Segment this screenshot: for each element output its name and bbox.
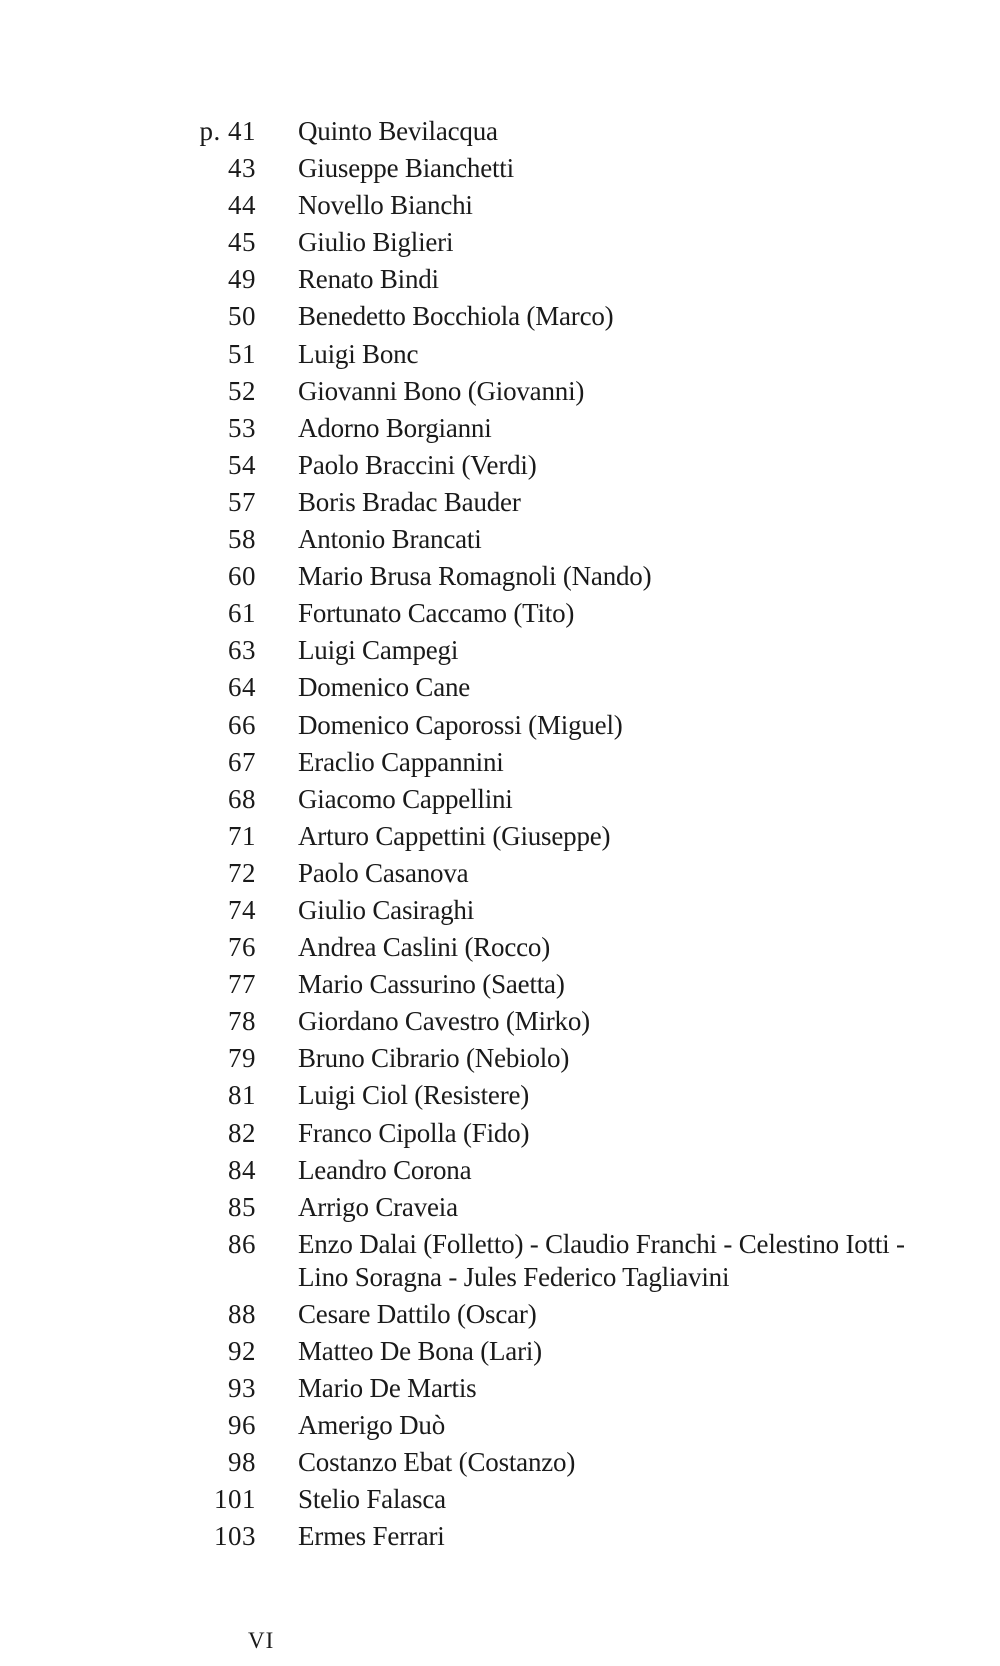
entry-name: Boris Bradac Bauder bbox=[298, 486, 521, 517]
index-entry bbox=[180, 150, 940, 187]
index-entry bbox=[180, 224, 940, 261]
index-entry bbox=[180, 1115, 940, 1152]
entry-page-number: 58 bbox=[228, 524, 256, 555]
entry-page-number: 96 bbox=[228, 1410, 256, 1441]
entry-name: Cesare Dattilo (Oscar) bbox=[298, 1298, 537, 1329]
index-entry bbox=[180, 1189, 940, 1226]
entry-page-number: 71 bbox=[228, 820, 256, 851]
entry-name: Luigi Ciol (Resistere) bbox=[298, 1080, 530, 1111]
entry-name: Quinto Bevilacqua bbox=[298, 116, 498, 146]
entry-name: Paolo Braccini (Verdi) bbox=[298, 449, 537, 480]
index-entry bbox=[180, 966, 940, 1003]
index-entry bbox=[180, 521, 940, 558]
entry-page-number: 82 bbox=[228, 1117, 256, 1148]
index-entry bbox=[180, 373, 940, 410]
entry-name: Giuseppe Bianchetti bbox=[298, 153, 514, 184]
entry-page-number: 64 bbox=[228, 672, 256, 703]
entry-page-number: 103 bbox=[214, 1521, 256, 1552]
index-entry bbox=[180, 298, 940, 335]
index-entry bbox=[180, 1370, 940, 1407]
entry-page-number: 52 bbox=[228, 375, 256, 406]
index-entry bbox=[180, 1333, 940, 1370]
entry-name: Benedetto Bocchiola (Marco) bbox=[298, 301, 614, 332]
entry-page-number: 61 bbox=[228, 598, 256, 629]
entry-page-number: 84 bbox=[228, 1154, 256, 1185]
index-entry bbox=[180, 410, 940, 447]
entry-name: Arrigo Craveia bbox=[298, 1191, 458, 1222]
entry-name: Novello Bianchi bbox=[298, 190, 473, 221]
entry-page-number: 78 bbox=[228, 1006, 256, 1037]
index-entry bbox=[180, 1296, 940, 1333]
entry-page-number: p. 41 bbox=[199, 116, 256, 146]
index-entry bbox=[180, 1518, 940, 1555]
index-entry bbox=[180, 1481, 940, 1518]
entry-name: Domenico Cane bbox=[298, 672, 471, 703]
index-entry bbox=[180, 707, 940, 744]
index-entry bbox=[180, 336, 940, 373]
index-entry bbox=[180, 484, 940, 521]
entry-page-number: 60 bbox=[228, 561, 256, 592]
entry-name: Ermes Ferrari bbox=[298, 1521, 445, 1552]
index-entry bbox=[180, 1226, 940, 1296]
entry-page-number: 57 bbox=[228, 486, 256, 517]
entry-name: Mario Brusa Romagnoli (Nando) bbox=[298, 561, 652, 592]
entry-page-number: 54 bbox=[228, 449, 256, 480]
index-entry bbox=[180, 929, 940, 966]
entry-name: Eraclio Cappannini bbox=[298, 746, 504, 777]
entry-name: Giordano Cavestro (Mirko) bbox=[298, 1006, 590, 1037]
entry-name: Arturo Cappettini (Giuseppe) bbox=[298, 820, 611, 851]
entry-name: Mario Cassurino (Saetta) bbox=[298, 969, 565, 1000]
entry-page-number: 66 bbox=[228, 709, 256, 740]
index-entry bbox=[180, 818, 940, 855]
entry-name: Paolo Casanova bbox=[298, 857, 469, 888]
index-list bbox=[180, 113, 940, 1555]
index-entry bbox=[180, 855, 940, 892]
entry-name: Luigi Bonc bbox=[298, 338, 419, 369]
index-entry bbox=[180, 669, 940, 706]
entry-page-number: 88 bbox=[228, 1298, 256, 1329]
entry-page-number: 76 bbox=[228, 932, 256, 963]
index-entry bbox=[180, 261, 940, 298]
page-folio: VI bbox=[248, 1628, 275, 1653]
entry-page-number: 101 bbox=[214, 1484, 256, 1515]
entry-name: Franco Cipolla (Fido) bbox=[298, 1117, 530, 1148]
entry-name: Giulio Biglieri bbox=[298, 227, 454, 258]
index-entry bbox=[180, 558, 940, 595]
entry-name: Stelio Falasca bbox=[298, 1484, 446, 1515]
entry-page-number: 43 bbox=[228, 153, 256, 184]
entry-page-number: 79 bbox=[228, 1043, 256, 1074]
entry-page-number: 51 bbox=[228, 338, 256, 369]
entry-page-number: 81 bbox=[228, 1080, 256, 1111]
index-entry bbox=[180, 632, 940, 669]
index-entry bbox=[180, 1040, 940, 1077]
entry-name: Andrea Caslini (Rocco) bbox=[298, 932, 551, 963]
index-entry bbox=[180, 1444, 940, 1481]
entry-page-number: 44 bbox=[228, 190, 256, 221]
index-entry bbox=[180, 595, 940, 632]
entry-page-number: 45 bbox=[228, 227, 256, 258]
index-entry bbox=[180, 447, 940, 484]
index-entry bbox=[180, 1003, 940, 1040]
entry-page-number: 77 bbox=[228, 969, 256, 1000]
entry-name: Giulio Casiraghi bbox=[298, 894, 475, 925]
entry-name: Antonio Brancati bbox=[298, 524, 482, 555]
entry-page-number: 92 bbox=[228, 1335, 256, 1366]
entry-page-number: 50 bbox=[228, 301, 256, 332]
index-entry bbox=[180, 781, 940, 818]
entry-name: Mario De Martis bbox=[298, 1373, 477, 1403]
index-entry bbox=[180, 113, 940, 150]
entry-name: Giacomo Cappellini bbox=[298, 783, 513, 814]
entry-name: Renato Bindi bbox=[298, 264, 439, 295]
entry-page-number: 74 bbox=[228, 894, 256, 925]
entry-page-number: 68 bbox=[228, 783, 256, 814]
entry-name: Giovanni Bono (Giovanni) bbox=[298, 375, 585, 406]
entry-page-number: 86 bbox=[228, 1228, 256, 1259]
entry-name: Enzo Dalai (Folletto) - Claudio Franchi - Celestino Iotti - Lino Soragna - Jules Federico Tagliavini bbox=[298, 1228, 905, 1292]
entry-page-number: 93 bbox=[228, 1373, 256, 1403]
index-entry bbox=[180, 744, 940, 781]
entry-name: Fortunato Caccamo (Tito) bbox=[298, 598, 575, 629]
entry-page-number: 53 bbox=[228, 412, 256, 443]
entry-page-number: 49 bbox=[228, 264, 256, 295]
entry-page-number: 72 bbox=[228, 857, 256, 888]
entry-name: Costanzo Ebat (Costanzo) bbox=[298, 1447, 576, 1478]
index-entry bbox=[180, 892, 940, 929]
entry-page-number: 85 bbox=[228, 1191, 256, 1222]
entry-name: Leandro Corona bbox=[298, 1154, 472, 1185]
entry-page-number: 67 bbox=[228, 746, 256, 777]
index-entry bbox=[180, 187, 940, 224]
index-entry bbox=[180, 1407, 940, 1444]
entry-page-number: 98 bbox=[228, 1447, 256, 1478]
entry-page-number: 63 bbox=[228, 635, 256, 666]
entry-name: Domenico Caporossi (Miguel) bbox=[298, 709, 623, 740]
entry-name: Adorno Borgianni bbox=[298, 412, 492, 443]
entry-name: Amerigo Duò bbox=[298, 1410, 446, 1441]
entry-name: Matteo De Bona (Lari) bbox=[298, 1335, 542, 1366]
index-entry bbox=[180, 1077, 940, 1114]
entry-name: Luigi Campegi bbox=[298, 635, 459, 666]
index-entry bbox=[180, 1152, 940, 1189]
entry-name: Bruno Cibrario (Nebiolo) bbox=[298, 1043, 570, 1074]
